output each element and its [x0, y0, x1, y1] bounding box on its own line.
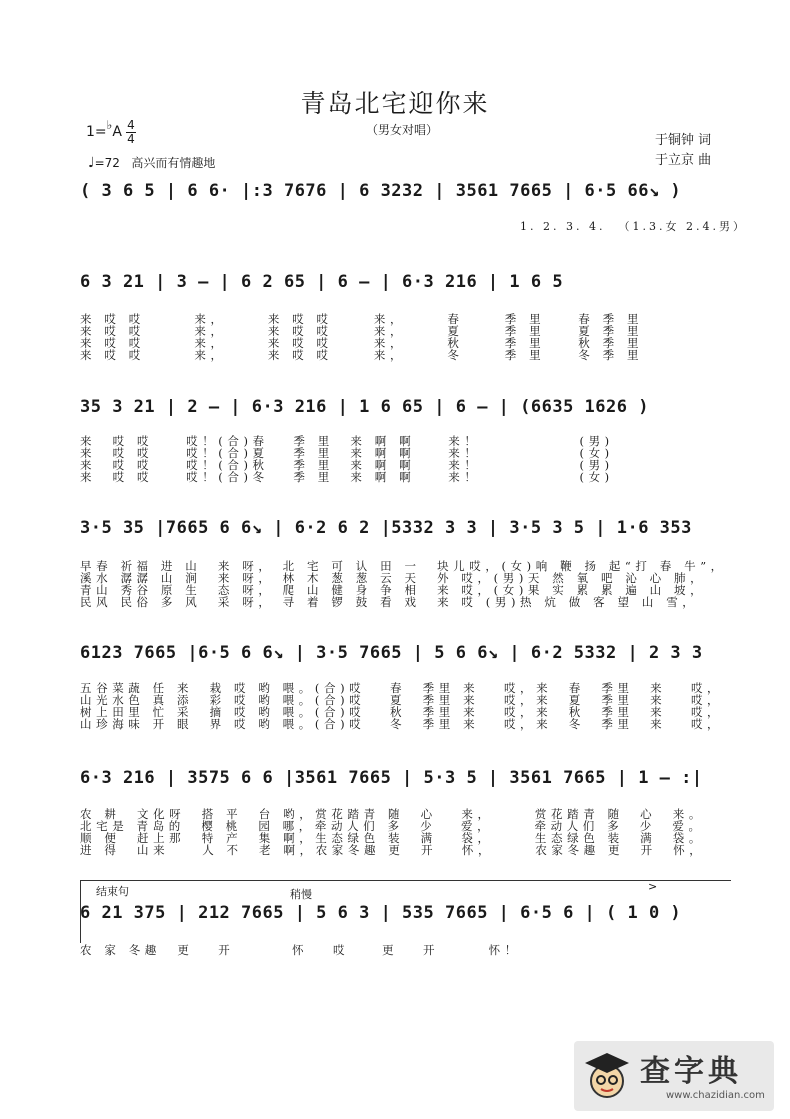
- music-row-1: ( 3 6 5 | 6 6· |:3 7676 | 6 3232 | 3561 7665 | 6·5 66↘ ): [80, 181, 682, 201]
- verse-note: 1. 2. 3. 4. （1.3.女 2.4.男）: [520, 220, 747, 233]
- music-row-3: 35 3 21 | 2 – | 6·3 216 | 1 6 65 | 6 – | (6635 1626 ): [80, 397, 649, 417]
- lyric-row-5-line-3: 树上田里 忙 采 摘 哎 哟 喂。(合)哎 秋 季里 来 哎，来 秋 季里 来 哎，: [80, 705, 724, 719]
- expression-marking: 高兴而有情趣地: [131, 156, 216, 170]
- lyric-row-5-line-2: 山光水色 真 添 彩 哎 哟 喂。(合)哎 夏 季里 来 哎，来 夏 季里 来 哎，: [80, 693, 724, 707]
- scholar-logo-icon: [579, 1047, 635, 1103]
- flat-icon: ♭: [106, 118, 113, 132]
- composer-credit: 于立京 曲: [655, 153, 712, 168]
- lyric-row-4-line-1: 早春 祈福 进 山 来 呀， 北 宅 可 认 田 一 块儿哎，(女)响 鞭 扬 起“打 春 牛”，: [80, 559, 727, 573]
- lyric-row-4-line-4: 民风 民俗 多 风 采 呀， 寻 着 锣 鼓 看 戏 来 哎 (男)热 炕 做 客 望 山 雪，: [80, 595, 699, 609]
- music-row-6: 6·3 216 | 3575 6 6 |3561 7665 | 5·3 5 | 3561 7665 | 1 – :|: [80, 768, 703, 788]
- tempo-marking: [88, 154, 215, 171]
- ending-label: 结束句: [96, 885, 129, 898]
- key-note: A: [112, 124, 122, 140]
- music-row-5: 6123 7665 |6·5 6 6↘ | 3·5 7665 | 5 6 6↘ | 6·2 5332 | 2 3 3: [80, 643, 703, 663]
- tempo-slow-label: 稍慢: [290, 888, 312, 901]
- tempo-value: =72: [94, 156, 120, 170]
- time-signature: [126, 119, 136, 146]
- lyric-row-6-line-3: 顺 便 赶上那 特 产 集 啊，生态绿色 装 满 袋， 生态绿色 装 满 袋。: [80, 831, 705, 845]
- meter-top: 4: [127, 118, 135, 132]
- lyric-row-6-line-1: 农 耕 文化呀 搭 平 台 哟，赏花踏青 随 心 来， 赏花踏青 随 心 来。: [80, 807, 705, 821]
- lyric-row-7-line-1: 农 家 冬趣 更 开 怀 哎 更 开 怀！: [80, 943, 521, 957]
- music-row-4: 3·5 35 |7665 6 6↘ | 6·2 6 2 |5332 3 3 | 3·5 3 5 | 1·6 353: [80, 518, 692, 538]
- watermark-brand: 查字典: [640, 1054, 742, 1089]
- lyric-row-4-line-2: 溪水 潺潺 山 涧 来 呀， 林 木 葱 葱 云 天 外 哎，(男)天 然 氧 吧 沁 心 肺，: [80, 571, 707, 585]
- lyric-row-2-line-4: 来 哎 哎 来， 来 哎 哎 来， 冬 季 里 冬 季 里: [80, 348, 644, 362]
- lyric-row-5-line-1: 五谷菜蔬 任 来 栽 哎 哟 喂。(合)哎 春 季里 来 哎，来 春 季里 来 哎，: [80, 681, 724, 695]
- lyric-row-5-line-4: 山珍海味 开 眼 界 哎 哟 喂。(合)哎 冬 季里 来 哎，来 冬 季里 来 哎，: [80, 717, 724, 731]
- key-signature: [86, 118, 122, 140]
- lyric-row-3-line-1: 来 哎 哎 哎！(合)春 季 里 来 啊 啊 来！ (男): [80, 434, 614, 448]
- key-label: 1=: [86, 124, 107, 140]
- lyricist-credit: 于铜钟 词: [655, 133, 712, 148]
- lyric-row-4-line-3: 青山 秀谷 原 生 态 呀， 爬 山 健 身 争 相 来 哎，(女)果 实 累 累 遍 山 坡，: [80, 583, 707, 597]
- meter-bottom: 4: [127, 132, 135, 146]
- lyric-row-2-line-3: 来 哎 哎 来， 来 哎 哎 来， 秋 季 里 秋 季 里: [80, 336, 644, 350]
- song-title: 青岛北宅迎你来: [300, 89, 490, 118]
- lyric-row-6-line-4: 进 得 山来 人 不 老 啊，农家冬趣 更 开 怀， 农家冬趣 更 开 怀，: [80, 843, 706, 857]
- lyric-row-3-line-2: 来 哎 哎 哎！(合)夏 季 里 来 啊 啊 来！ (女): [80, 446, 614, 460]
- quarter-note-icon: ♩: [88, 155, 95, 171]
- lyric-row-2-line-2: 来 哎 哎 来， 来 哎 哎 来， 夏 季 里 夏 季 里: [80, 324, 644, 338]
- music-row-7: 6 21 375 | 212 7665 | 5 6 3 | 535 7665 | 6·5 6 | ( 1 0 ): [80, 903, 682, 923]
- accent-mark: >: [648, 880, 658, 893]
- music-row-2: 6 3 21 | 3 – | 6 2 65 | 6 – | 6·3 216 | 1 6 5: [80, 272, 564, 292]
- watermark-url: www.chazidian.com: [666, 1090, 765, 1101]
- lyric-row-3-line-4: 来 哎 哎 哎！(合)冬 季 里 来 啊 啊 来！ (女): [80, 470, 614, 484]
- song-subtitle: （男女对唱）: [366, 123, 439, 137]
- lyric-row-2-line-1: 来 哎 哎 来， 来 哎 哎 来， 春 季 里 春 季 里: [80, 312, 644, 326]
- lyric-row-3-line-3: 来 哎 哎 哎！(合)秋 季 里 来 啊 啊 来！ (男): [80, 458, 614, 472]
- lyric-row-6-line-2: 北宅是 青岛的 樱 桃 园 哪，牵动人们 多 少 爱， 牵动人们 多 少 爱。: [80, 819, 705, 833]
